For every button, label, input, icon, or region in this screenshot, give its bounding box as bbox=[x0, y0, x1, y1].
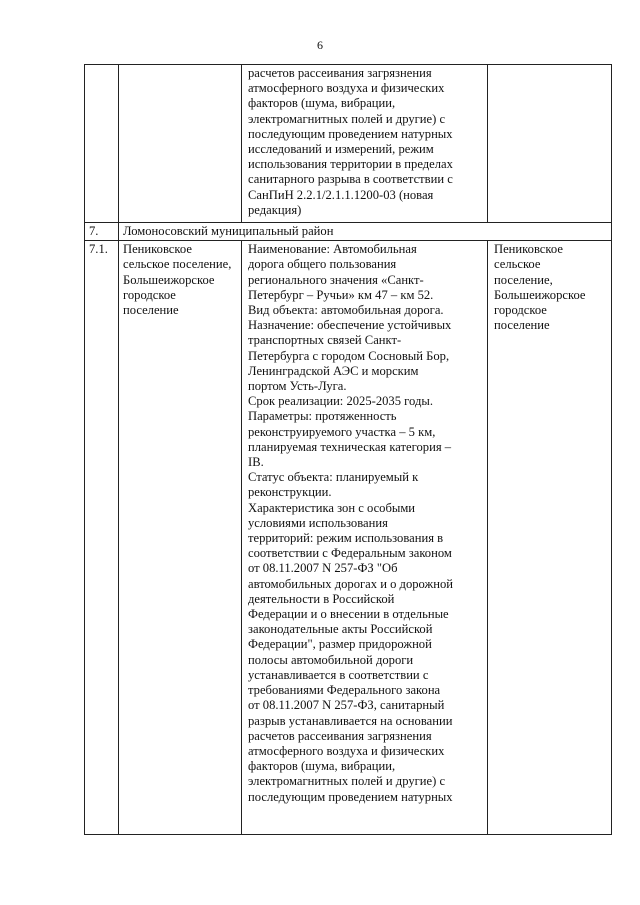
item-location bbox=[119, 241, 242, 835]
cell-location bbox=[119, 65, 242, 223]
objects-table bbox=[84, 64, 612, 835]
item-municipality-text: Пениковское сельское поселение, Большеижорское городское поселение bbox=[494, 242, 586, 333]
table-row-item bbox=[85, 241, 612, 835]
item-description bbox=[242, 241, 488, 835]
item-number: 7.1. bbox=[85, 241, 119, 835]
item-description-text: Наименование: Автомобильная дорога общего пользования регионального значения «Санкт- Петербург – Ручьи» км 47 – км 52. Вид объекта: автомобильная дорога. Назначение: обеспечение устойчивых транспортных связей Санкт- Петербурга с городом Сосновый Бор, Ленинградской АЭС и морским портом Усть-Луга. Срок реализации: 2025-2035 годы. Параметры: протяженность реконструируемого участка – 5 км, планируемая техническая категория – IВ. Статус объекта: планируемый к реконструкции. Характеристика зон с особыми условиями использования территорий: режим использования в соответствии с Федеральным законом от 08.11.2007 N 257-ФЗ "Об автомобильных дорогах и о дорожной деятельности в Российской Федерации и о внесении в отдельные законодательные акты Российской Федерации", размер придорожной полосы автомобильной дороги устанавливается в соответствии с требованиями Федерального закона от 08.11.2007 N 257-ФЗ, санитарный разрыв устанавливается на основании расчетов рассеивания загрязнения атмосферного воздуха и физических факторов (шума, вибрации, электромагнитных полей и другие) с последующим проведением натурных bbox=[248, 242, 453, 804]
item-location-text: Пениковское сельское поселение, Большеижорское городское поселение bbox=[123, 242, 232, 318]
item-municipality bbox=[488, 241, 612, 835]
continuation-description-text: расчетов рассеивания загрязнения атмосферного воздуха и физических факторов (шума, вибрации, электромагнитных полей и другие) с последующим проведением натурных исследований и измерений, режим использования территории в пределах санитарного разрыва в соответствии с СанПиН 2.2.1/2.1.1.1200-03 (новая редакция) bbox=[248, 66, 453, 217]
table-row-continuation bbox=[85, 65, 612, 223]
section-title: Ломоносовский муниципальный район bbox=[119, 223, 612, 241]
page-number: 6 bbox=[317, 38, 323, 52]
section-number: 7. bbox=[85, 223, 119, 241]
cell-description bbox=[242, 65, 488, 223]
cell-number bbox=[85, 65, 119, 223]
cell-municipality bbox=[488, 65, 612, 223]
section-row bbox=[85, 223, 612, 241]
